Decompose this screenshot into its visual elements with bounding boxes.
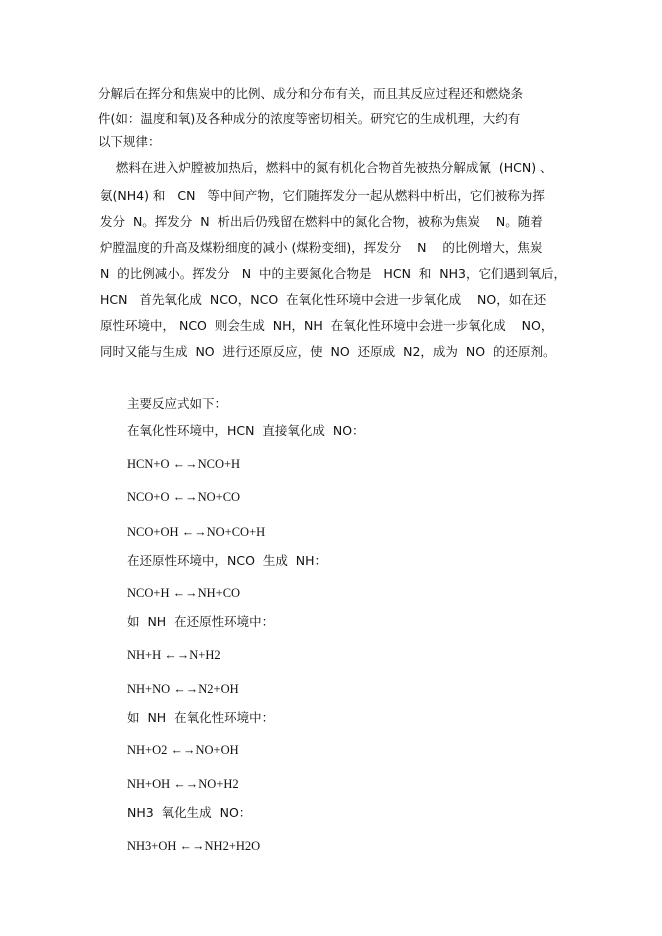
paragraph-line: 发分 N。挥发分 N 析出后仍残留在燃料中的氮化合物，被称为焦炭 N。随着 [100, 214, 543, 229]
paragraph-line: 氨(NH4) 和 CN 等中间产物，它们随挥发分一起从燃料中析出，它们被称为挥 [100, 188, 545, 203]
paragraph-line: 燃料在进入炉膛被加热后，燃料中的氮有机化合物首先被热分解成氰 (HCN) 、 [100, 160, 553, 175]
section-label: NH3 氧化生成 NO： [127, 805, 252, 820]
equation: NCO+OH ←→NO+CO+H [127, 525, 266, 539]
equation: NH+O2 ←→NO+OH [127, 743, 239, 757]
paragraph-line: HCN 首先氧化成 NCO，NCO 在氧化性环境中会进一步氧化成 NO，如在还 [100, 292, 547, 307]
section-label: 在还原性环境中，NCO 生成 NH： [127, 553, 328, 568]
section-label: 如 NH 在氧化性环境中： [127, 710, 275, 725]
paragraph-line: 炉膛温度的升高及煤粉细度的减小 (煤粉变细)，挥发分 N 的比例增大，焦炭 [100, 240, 543, 255]
intro-line: 件(如：温度和氧)及各种成分的浓度等密切相关。研究它的生成机理，大约有 [98, 111, 521, 126]
paragraph-line: 同时又能与生成 NO 进行还原反应，使 NO 还原成 N2，成为 NO 的还原剂。 [100, 344, 556, 359]
equation: NH+H ←→N+H2 [127, 648, 221, 662]
paragraph-line: N 的比例减小。挥发分 N 中的主要氮化合物是 HCN 和 NH3，它们遇到氧后， [100, 266, 567, 281]
reactions-heading: 主要反应式如下： [127, 396, 228, 411]
section-label: 在氧化性环境中，HCN 直接氧化成 NO： [127, 423, 365, 438]
intro-line: 以下规律： [98, 134, 161, 149]
equation: NH+OH ←→NO+H2 [127, 777, 239, 791]
equation: NCO+O ←→NO+CO [127, 490, 241, 504]
equation: HCN+O ←→NCO+H [127, 457, 241, 471]
paragraph-line: 原性环境中， NCO 则会生成 NH，NH 在氧化性环境中会进一步氧化成 NO， [100, 318, 554, 333]
intro-line: 分解后在挥分和焦炭中的比例、成分和分布有关，而且其反应过程还和燃烧条 [98, 86, 524, 101]
section-label: 如 NH 在还原性环境中： [127, 614, 275, 629]
equation: NH3+OH ←→NH2+H2O [127, 839, 261, 853]
equation: NCO+H ←→NH+CO [127, 586, 241, 600]
equation: NH+NO ←→N2+OH [127, 682, 239, 696]
